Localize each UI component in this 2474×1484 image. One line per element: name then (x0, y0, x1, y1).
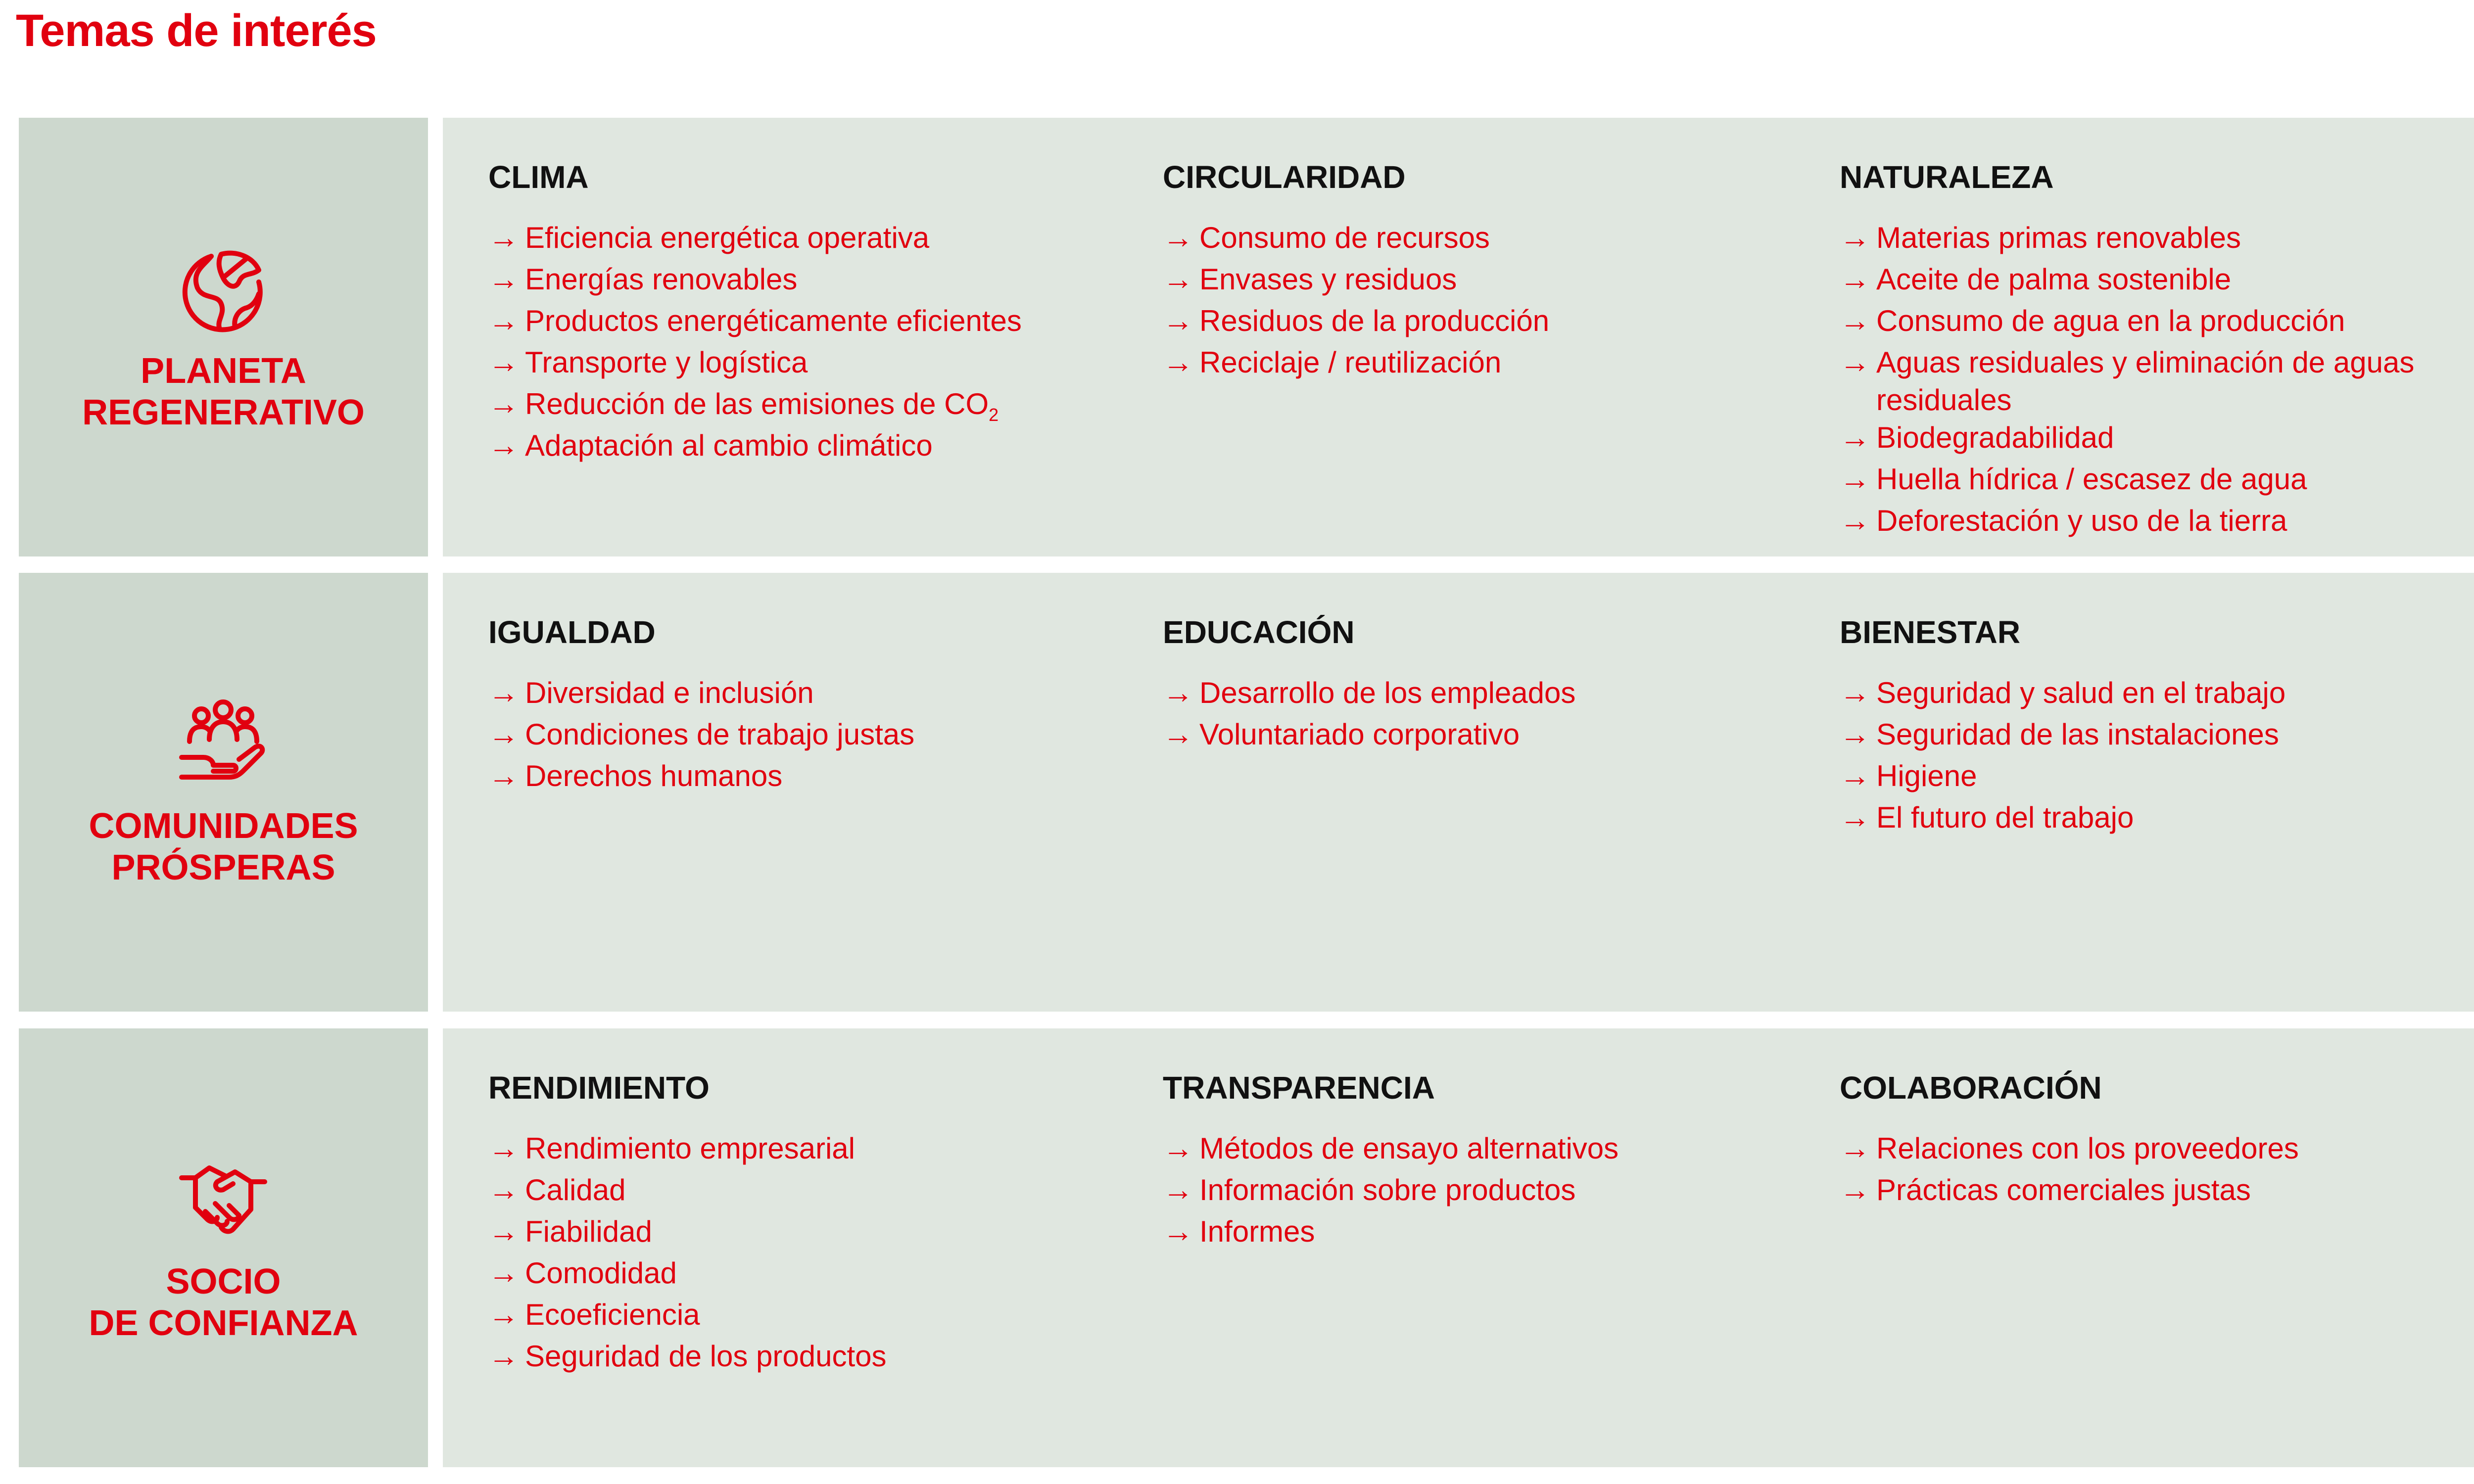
pillar-title-line: PLANETA (141, 351, 306, 391)
topic-link[interactable]: → Calidad (488, 1171, 1117, 1213)
pillar-title-line: PRÓSPERAS (111, 848, 335, 887)
arrow-right-icon: → (1840, 800, 1870, 835)
pillar-cell (19, 118, 428, 556)
arrow-right-icon: → (488, 676, 519, 710)
topics-cell (443, 118, 2474, 556)
topic-list (1163, 219, 1791, 385)
topic-link[interactable]: → Huella hídrica / escasez de agua (1840, 461, 2474, 502)
arrow-right-icon: → (1840, 504, 1870, 538)
subscript-2: 2 (989, 405, 999, 425)
arrow-right-icon: → (1163, 304, 1193, 338)
arrow-right-icon: → (488, 428, 519, 463)
topic-link[interactable]: → Aceite de palma sostenible (1840, 261, 2474, 302)
topic-heading: COLABORACIÓN (1840, 1070, 2102, 1106)
arrow-right-icon: → (488, 717, 519, 751)
topic-column-educacion (1163, 612, 1791, 757)
topic-link[interactable]: → Derechos humanos (488, 757, 1117, 799)
topic-list (1840, 1130, 2474, 1213)
pillar-row-planeta-regenerativo (19, 118, 2474, 556)
topic-heading: EDUCACIÓN (1163, 614, 1355, 650)
arrow-right-icon: → (488, 387, 519, 421)
topic-column-clima (488, 157, 1117, 468)
arrow-right-icon: → (488, 1256, 519, 1290)
topic-heading: NATURALEZA (1840, 159, 2054, 195)
topic-link[interactable]: → Eficiencia energética operativa (488, 219, 1117, 261)
arrow-right-icon: → (488, 304, 519, 338)
topic-link[interactable]: → Fiabilidad (488, 1213, 1117, 1254)
topic-column-igualdad (488, 612, 1117, 799)
topic-link[interactable]: → Residuos de la producción (1163, 302, 1791, 344)
handshake-icon (174, 1148, 273, 1247)
topic-list (1840, 219, 2474, 544)
topic-list (1840, 674, 2474, 840)
topic-link[interactable]: → Consumo de agua en la producción (1840, 302, 2474, 344)
topic-link[interactable]: → Adaptación al cambio climático (488, 427, 1117, 468)
topic-link[interactable]: → Métodos de ensayo alternativos (1163, 1130, 1791, 1171)
topic-link[interactable]: → Información sobre productos (1163, 1171, 1791, 1213)
topic-link[interactable]: → Relaciones con los proveedores (1840, 1130, 2474, 1171)
topic-link[interactable]: → Reciclaje / reutilización (1163, 344, 1791, 385)
pillar-row-comunidades-prosperas (19, 573, 2474, 1012)
arrow-right-icon: → (1840, 676, 1870, 710)
topic-link[interactable]: → Consumo de recursos (1163, 219, 1791, 261)
topic-link[interactable]: → Envases y residuos (1163, 261, 1791, 302)
topic-link[interactable]: → Seguridad de los productos (488, 1338, 1117, 1379)
topic-column-circularidad (1163, 157, 1791, 385)
topic-column-rendimiento (488, 1068, 1117, 1379)
topic-column-transparencia (1163, 1068, 1791, 1254)
pillar-title-line: COMUNIDADES (89, 806, 358, 846)
topic-link[interactable]: → Desarrollo de los empleados (1163, 674, 1791, 716)
topic-link[interactable]: → Comodidad (488, 1254, 1117, 1296)
arrow-right-icon: → (488, 1173, 519, 1207)
topic-link[interactable]: → Productos energéticamente eficientes (488, 302, 1117, 344)
pillar-row-socio-de-confianza (19, 1028, 2474, 1467)
arrow-right-icon: → (1163, 262, 1193, 296)
topic-link[interactable]: → Ecoeficiencia (488, 1296, 1117, 1338)
arrow-right-icon: → (1163, 221, 1193, 255)
topic-link[interactable]: → Higiene (1840, 757, 2474, 799)
topic-list (488, 1130, 1117, 1379)
topic-link[interactable]: → Aguas residuales y eliminación de aguas residuales (1840, 344, 2474, 419)
pillar-title (19, 350, 428, 433)
arrow-right-icon: → (1163, 1214, 1193, 1249)
topic-heading: RENDIMIENTO (488, 1070, 710, 1106)
arrow-right-icon: → (488, 345, 519, 379)
arrow-right-icon: → (1840, 221, 1870, 255)
topic-link[interactable]: → Seguridad y salud en el trabajo (1840, 674, 2474, 716)
arrow-right-icon: → (488, 1131, 519, 1165)
arrow-right-icon: → (1840, 462, 1870, 496)
pillar-title-line: DE CONFIANZA (89, 1303, 358, 1343)
arrow-right-icon: → (1163, 676, 1193, 710)
topic-link[interactable]: → Biodegradabilidad (1840, 419, 2474, 461)
topic-column-naturaleza (1840, 157, 2474, 544)
topic-heading: IGUALDAD (488, 614, 656, 650)
topic-list (488, 674, 1117, 799)
arrow-right-icon: → (1840, 717, 1870, 751)
pillar-title (19, 1261, 428, 1344)
topics-cell (443, 573, 2474, 1012)
topic-heading: BIENESTAR (1840, 614, 2021, 650)
pillar-title-line: REGENERATIVO (82, 393, 365, 432)
arrow-right-icon: → (488, 1298, 519, 1332)
topic-link[interactable]: → Seguridad de las instalaciones (1840, 716, 2474, 757)
arrow-right-icon: → (1840, 420, 1870, 455)
topic-link[interactable]: → Condiciones de trabajo justas (488, 716, 1117, 757)
topic-link[interactable]: → Prácticas comerciales justas (1840, 1171, 2474, 1213)
topic-link[interactable]: → Informes (1163, 1213, 1791, 1254)
arrow-right-icon: → (1163, 345, 1193, 379)
page-title: Temas de interés (16, 5, 377, 56)
topic-list (1163, 1130, 1791, 1254)
arrow-right-icon: → (1840, 345, 1870, 379)
arrow-right-icon: → (1840, 262, 1870, 296)
arrow-right-icon: → (1163, 1131, 1193, 1165)
topic-list (488, 219, 1117, 468)
arrow-right-icon: → (1163, 1173, 1193, 1207)
pillar-title (19, 805, 428, 888)
topic-link[interactable]: → Diversidad e inclusión (488, 674, 1117, 716)
arrow-right-icon: → (488, 262, 519, 296)
people-hand-icon (174, 694, 273, 793)
pillar-cell (19, 1028, 428, 1467)
arrow-right-icon: → (488, 221, 519, 255)
topic-link[interactable]: → Reducción de las emisiones de $CO_2$ (488, 385, 1117, 427)
topic-link[interactable]: → Voluntariado corporativo (1163, 716, 1791, 757)
topic-link[interactable]: → Deforestación y uso de la tierra (1840, 502, 2474, 544)
arrow-right-icon: → (1163, 717, 1193, 751)
arrow-right-icon: → (488, 1339, 519, 1373)
topic-column-colaboracion (1840, 1068, 2474, 1213)
arrow-right-icon: → (488, 1214, 519, 1249)
arrow-right-icon: → (1840, 759, 1870, 793)
pillar-cell (19, 573, 428, 1012)
topic-heading: CLIMA (488, 159, 589, 195)
globe-leaf-icon (174, 242, 273, 341)
topics-cell (443, 1028, 2474, 1467)
topic-heading: CIRCULARIDAD (1163, 159, 1406, 195)
pillar-title-line: SOCIO (166, 1262, 281, 1301)
arrow-right-icon: → (1840, 304, 1870, 338)
topic-list (1163, 674, 1791, 757)
topic-link[interactable]: → Materias primas renovables (1840, 219, 2474, 261)
topic-link[interactable]: → Energías renovables (488, 261, 1117, 302)
arrow-right-icon: → (488, 759, 519, 793)
topic-heading: TRANSPARENCIA (1163, 1070, 1435, 1106)
topic-column-bienestar (1840, 612, 2474, 840)
topic-link[interactable]: → Rendimiento empresarial (488, 1130, 1117, 1171)
arrow-right-icon: → (1840, 1131, 1870, 1165)
topic-link[interactable]: → El futuro del trabajo (1840, 799, 2474, 840)
arrow-right-icon: → (1840, 1173, 1870, 1207)
topic-link[interactable]: → Transporte y logística (488, 344, 1117, 385)
